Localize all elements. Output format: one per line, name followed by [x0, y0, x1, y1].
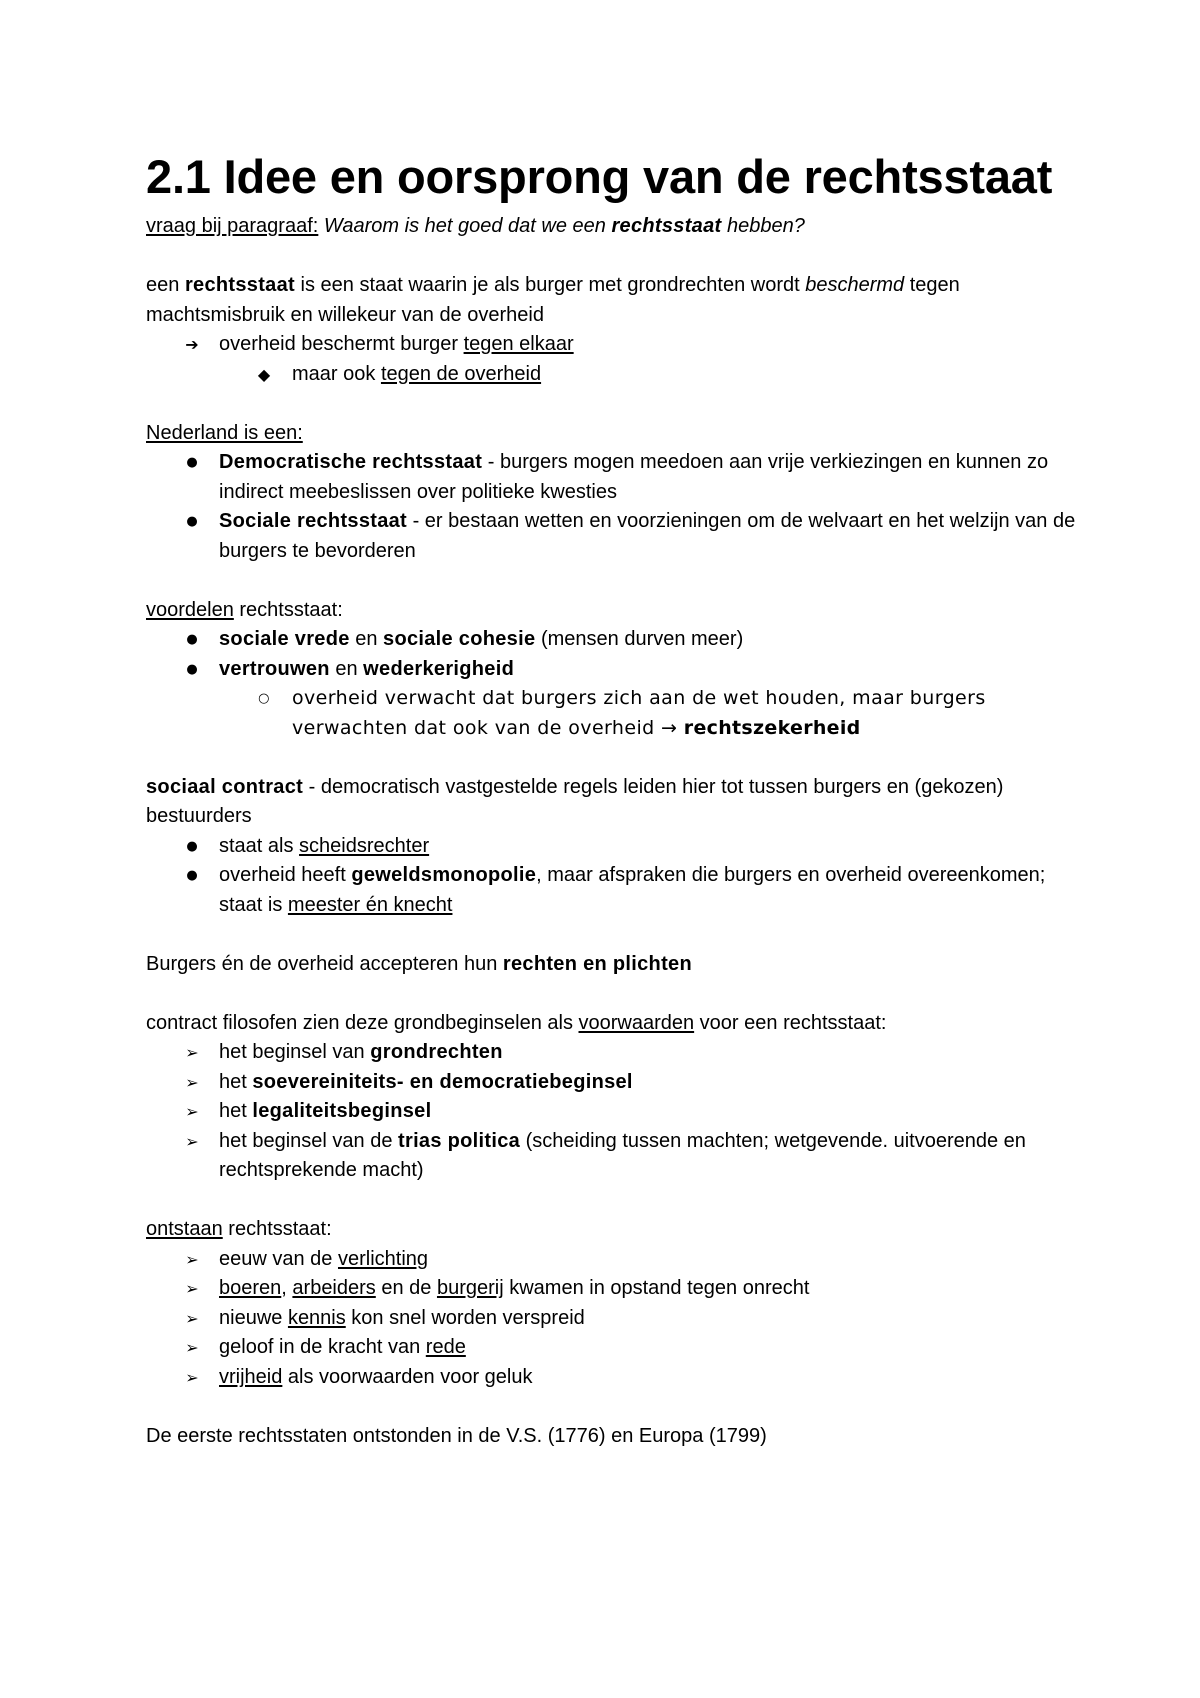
list-item: ● Sociale rechtsstaat - er bestaan wetten en voorzieningen om de welvaart en het welzijn van de burgers te bevorderen	[146, 507, 1076, 566]
question-label: vraag bij paragraaf:	[146, 215, 319, 237]
list-item: ➢ boeren, arbeiders en de burgerij kwamen in opstand tegen onrecht	[146, 1274, 1076, 1304]
definition-paragraph: een rechtsstaat is een staat waarin je als burger met grondrechten wordt beschermd tegen machtsmisbruik en willekeur van de overheid	[146, 274, 960, 326]
page-title: 2.1 Idee en oorsprong van de rechtsstaat	[146, 150, 1053, 203]
list-item: ➢ het beginsel van de trias politica (scheiding tussen machten; wetgevende. uitvoerende en rechtsprekende macht)	[146, 1127, 1076, 1186]
bullet-icon: ●	[186, 868, 198, 883]
ontstaan-list	[146, 1245, 1076, 1393]
list-item: ● staat als scheidsrechter	[146, 832, 1076, 862]
list-item: ➔ overheid beschermt burger tegen elkaar	[146, 330, 1076, 360]
filosofen-list	[146, 1038, 1076, 1186]
list-item: ➢ het beginsel van grondrechten	[146, 1038, 1076, 1068]
bullet-icon: ●	[186, 514, 198, 529]
chevron-bullet-icon: ➢	[185, 1308, 199, 1328]
chevron-bullet-icon: ➢	[185, 1043, 199, 1062]
contract-list	[146, 832, 1076, 921]
list-item: ➢ het soevereiniteits- en democratiebeginsel	[146, 1068, 1076, 1098]
circle-bullet-icon: ○	[258, 691, 270, 706]
list-item: ➢ het legaliteitsbeginsel	[146, 1097, 1076, 1127]
chevron-bullet-icon: ➢	[185, 1367, 199, 1387]
nederland-label: Nederland is een:	[146, 421, 303, 444]
question-text: Waarom is het goed dat we een rechtsstaat hebben?	[318, 215, 805, 237]
list-item: ➢ eeuw van de verlichting	[146, 1245, 1076, 1275]
bullet-icon: ●	[186, 632, 198, 647]
ontstaan-label: ontstaan rechtsstaat:	[146, 1218, 332, 1240]
list-item: ● overheid heeft geweldsmonopolie, maar afspraken die burgers en overheid overeenkomen; staat is meester én knecht	[146, 861, 1076, 920]
filosofen-paragraph: contract filosofen zien deze grondbeginselen als voorwaarden voor een rechtsstaat:	[146, 1011, 887, 1034]
list-item: ➢ nieuwe kennis kon snel worden verspreid	[146, 1304, 1076, 1334]
bullet-icon: ●	[186, 455, 198, 470]
bullet-icon: ●	[186, 661, 198, 677]
chevron-bullet-icon: ➢	[185, 1338, 199, 1357]
list-item: ● sociale vrede en sociale cohesie (mensen durven meer)	[146, 625, 1076, 655]
list-item: ➢ vrijheid als voorwaarden voor geluk	[146, 1363, 1076, 1393]
closing-paragraph: De eerste rechtsstaten ontstonden in de V.S. (1776) en Europa (1799)	[146, 1424, 767, 1447]
section-question	[146, 212, 1076, 242]
chevron-bullet-icon: ➢	[185, 1249, 199, 1269]
contract-paragraph: sociaal contract - democratisch vastgestelde regels leiden hier tot tussen burgers en (gekozen) bestuurders	[146, 775, 1004, 827]
chevron-bullet-icon: ➢	[185, 1279, 199, 1298]
diamond-bullet-icon: ◆	[257, 364, 271, 384]
document-body	[146, 142, 1076, 1451]
list-item: ● Democratische rechtsstaat - burgers mogen meedoen aan vrije verkiezingen en kunnen zo indirect meebeslissen over politieke kwesties	[146, 448, 1076, 507]
list-item: ➢ geloof in de kracht van rede	[146, 1333, 1076, 1363]
voordelen-list	[146, 625, 1076, 743]
voordelen-label: voordelen rechtsstaat:	[146, 598, 343, 621]
chevron-bullet-icon: ➢	[185, 1102, 199, 1121]
chevron-bullet-icon: ➢	[185, 1131, 199, 1151]
arrow-icon: ➔	[185, 335, 199, 354]
list-item: ● vertrouwen en wederkerigheid	[146, 655, 1076, 685]
rechten-paragraph: Burgers én de overheid accepteren hun rechten en plichten	[146, 952, 692, 975]
list-item: ○ overheid verwacht dat burgers zich aan de wet houden, maar burgers verwachten dat ook van de overheid → rechtszekerheid	[146, 684, 1076, 743]
chevron-bullet-icon: ➢	[185, 1072, 199, 1092]
bullet-icon: ●	[186, 838, 198, 854]
nederland-list	[146, 448, 1076, 566]
definition-list	[146, 330, 1076, 389]
list-item: ◆ maar ook tegen de overheid	[146, 360, 1076, 390]
